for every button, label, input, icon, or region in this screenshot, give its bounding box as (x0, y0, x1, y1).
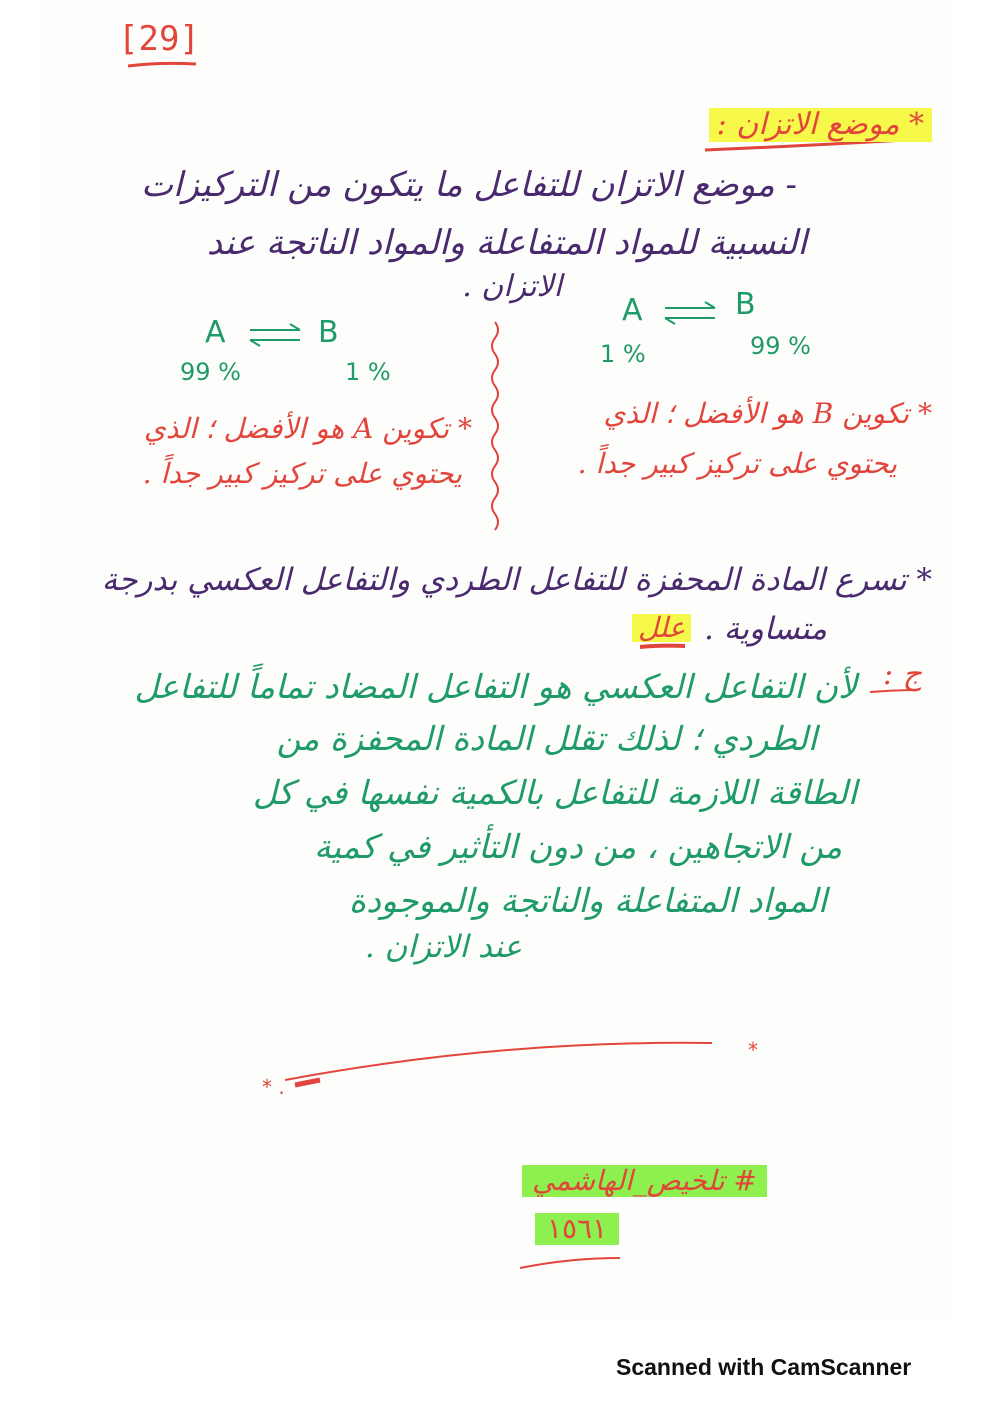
equilibrium-arrow-left (250, 324, 300, 346)
equilibrium-arrow-right (665, 302, 715, 324)
definition-line-2: النسبية للمواد المتفاعلة والمواد الناتجة عند (206, 223, 807, 263)
right-percent-B: 99 % (750, 332, 811, 360)
right-note-line-2: يحتوي على تركيز كبير جداً . (577, 447, 897, 480)
answer-line-3: الطاقة اللازمة للتفاعل بالكمية نفسها في كل (252, 773, 857, 812)
signature-code: ١٥٦١ (535, 1213, 619, 1245)
page-number-underline (128, 63, 196, 66)
right-percent-A: 1 % (600, 340, 646, 368)
separator-star-right: * (748, 1038, 758, 1062)
section-heading: * موضع الاتزان : (709, 108, 932, 142)
definition-line-3: الاتزان . (462, 269, 562, 304)
scanner-footer: Scanned with CamScanner (616, 1354, 912, 1380)
answer-prefix: ج : (882, 657, 922, 692)
separator-star-left: * . (262, 1075, 285, 1099)
separator-curve (285, 1043, 712, 1080)
wavy-divider (492, 322, 498, 530)
answer-line-4: من الاتجاهين ، من دون التأثير في كمية (314, 827, 842, 866)
answer-line-2: الطردي ؛ لذلك تقلل المادة المحفزة من (276, 719, 817, 758)
answer-line-1: لأن التفاعل العكسي هو التفاعل المضاد تماماً للتفاعل (134, 667, 857, 706)
question-line-1: * تسرع المادة المحفزة للتفاعل الطردي والتفاعل العكسي بدرجة (101, 562, 932, 598)
left-note-line-1: * تكوين A هو الأفضل ؛ الذي (143, 412, 472, 445)
separator-mark (295, 1080, 320, 1085)
bottom-curve (520, 1258, 620, 1268)
right-note-line-1: * تكوين B هو الأفضل ؛ الذي (603, 397, 932, 430)
answer-line-6: عند الاتزان . (364, 929, 522, 965)
answer-line-5: المواد المتفاعلة والناتجة والموجودة (348, 881, 827, 920)
page-number: [29] (118, 19, 200, 59)
left-reactant-A: A (205, 315, 226, 350)
right-product-B: B (735, 287, 756, 322)
question-tag: علل (632, 614, 691, 642)
left-product-B: B (318, 315, 339, 350)
signature-hashtag: # تلخيص_الهاشمي (522, 1165, 767, 1197)
tag-underline (640, 646, 685, 647)
left-note-line-2: يحتوي على تركيز كبير جداً . (142, 457, 462, 490)
left-percent-A: 99 % (180, 358, 241, 386)
question-line-2: متساوية . (704, 611, 827, 647)
right-reactant-A: A (622, 293, 643, 328)
definition-line-1: - موضع الاتزان للتفاعل ما يتكون من التركيزات (140, 165, 797, 205)
left-percent-B: 1 % (345, 358, 391, 386)
